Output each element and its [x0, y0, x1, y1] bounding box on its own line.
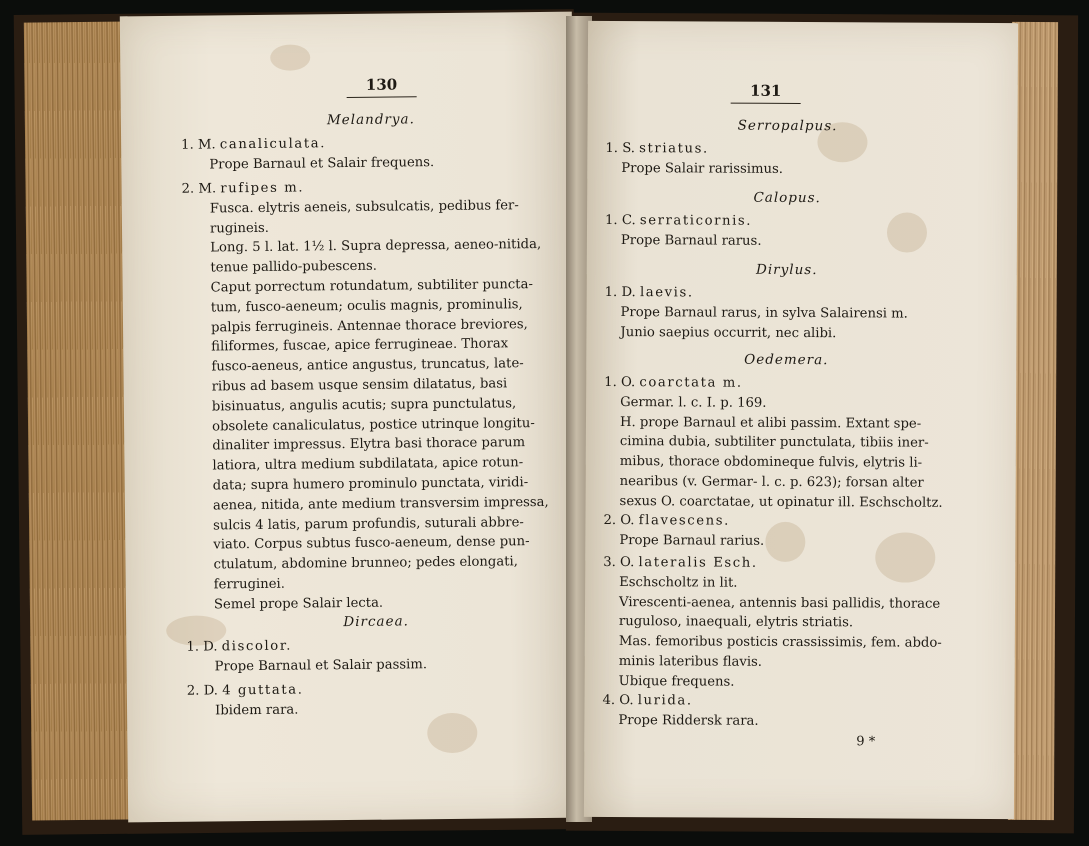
right-page: [584, 21, 1018, 819]
species-entry-serraticornis: 1. C. serraticornis. Prope Barnaul rarus.: [605, 212, 762, 249]
species-entry-discolor: 1. D. discolor. Prope Barnaul et Salair passim.: [186, 638, 428, 675]
page-number: 131: [731, 82, 801, 104]
genus-heading-melandrya: Melandrya.: [326, 111, 415, 129]
genus-heading-calopus: Calopus.: [753, 189, 821, 207]
page-number: 130: [346, 75, 416, 98]
species-entry-striatus: 1. S. striatus. Prope Salair rarissimus.: [605, 140, 784, 177]
species-entry-canaliculata: 1. M. canaliculata. Prope Barnaul et Salair frequens.: [181, 136, 435, 173]
species-entry-coarctata: 1. O. coarctata m. Germar. l. c. I. p. 169. H. prope Barnaul et alibi passim. Extant spe- cimina dubia, subtiliter punctulata, tibiis iner- mibus, thorace obdomineque fulvis, elytris li- nearibus (v. Germar- l. c. p. 623); forsan alter sexus O. coarctatae, ut opinatur ill. Eschscholtz.: [604, 374, 943, 511]
species-entry-4-guttata: 2. D. 4 guttata. Ibidem rara.: [186, 682, 304, 719]
paper-stain: [887, 212, 927, 252]
species-entry-lateralis: 3. O. lateralis Esch. Eschscholtz in lit. Virescenti-aenea, antennis basi pallidis, thorace ruguloso, inaequali, elytris striatis. Mas. femoribus posticis crassissimis, fem. abdo- minis lateribus flavis. Ubique frequens.: [603, 554, 942, 690]
signature-mark: 9 *: [856, 734, 876, 750]
left-page: [120, 12, 580, 823]
species-entry-flavescens: 2. O. flavescens. Prope Barnaul rarius.: [603, 512, 765, 549]
paper-stain: [270, 44, 310, 70]
paper-stain: [427, 713, 477, 754]
genus-heading-dirylus: Dirylus.: [756, 261, 818, 279]
genus-heading-dircaea: Dircaea.: [343, 613, 409, 631]
genus-heading-serropalpus: Serropalpus.: [737, 117, 838, 135]
species-entry-lurida: 4. O. lurida. Prope Riddersk rara.: [602, 692, 759, 729]
species-entry-laevis: 1. D. laevis. Prope Barnaul rarus, in sylva Salairensi m. Junio saepius occurrit, nec alibi.: [604, 284, 908, 341]
species-entry-rufipes: 2. M. rufipes m. Fusca. elytris aeneis, subsulcatis, pedibus fer- rugineis. Long. 5 l. lat. 1½ l. Supra depressa, aeneo-nitida, tenue pallido-pubescens. Caput porrectum rotundatum, subtiliter puncta- tum, fusco-aeneum; oculis magnis, prominulis, palpis ferrugineis. Antennae thorace breviores, filiformes, fuscae, apice ferrugineae. Thorax fusco-aeneus, antice angustus, truncatus, late- ribus ad basem usque sensim dilatatus, basi bisinuatus, angulis acutis; supra punctulatus, obsolete canaliculatus, postice utrinque longitu- dinaliter impressus. Elytra basi thorace parum latiora, ultra medium subdilatata, apice rotun- data; supra humero prominulo punctata, viridi- aenea, nitida, ante medium transversim impressa, sulcis 4 latis, parum profundis, suturali abbre- viato. Corpus subtus fusco-aeneum, dense pun- ctulatum, abdomine brunneo; pedes elongati, ferruginei. Semel prope Salair lecta.: [181, 180, 549, 613]
genus-heading-oedemera: Oedemera.: [744, 351, 829, 369]
